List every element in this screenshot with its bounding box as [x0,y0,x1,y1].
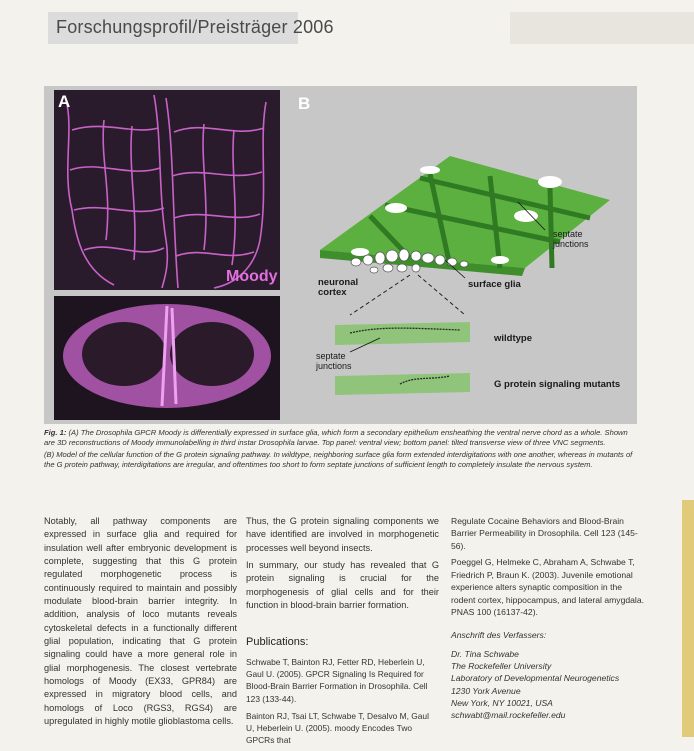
publication-ref-1: Schwabe T, Bainton RJ, Fetter RD, Heberlein U, Gaul U. (2005). GPCR Signaling Is Required for Blood-Brain Barrier Formation in Drosophila. Cell 123 (133-44). [246,657,428,704]
septate-junctions-label-bottom: septate junctions [316,351,352,371]
col3-reference-2: Poeggel G, Helmeke C, Abraham A, Schwabe T, Friedrich P, Braun K. (2003). Juvenile emotional experience alters synaptic composition in the rodent cortex, hippocampus, and lateral amygdala. PNAS 100 (16137-42). [451,557,644,618]
panel-b-label: B [298,94,311,113]
page-edge-strip [682,500,694,737]
address-line-lab: Laboratory of Developmental Neurogenetics [451,673,620,684]
author-address [451,648,619,721]
right-header-tab [510,12,694,44]
publications-list [246,656,439,751]
body-column-1 [44,515,237,733]
figure-caption [44,428,640,472]
wildtype-label: wildtype [494,333,533,344]
col2-paragraph-2: In summary, our study has revealed that G protein signaling is crucial for the morphogenesis of glial cells and for their function in blood-brain barrier formation. [246,560,439,611]
septate-junctions-label-top: septate junctions [553,229,589,249]
caption-part-a: (A) The Drosophila GPCR Moody is differentially expressed in surface glia, which form a secondary epithelium ensheathing the ventral nerve chord as a whole. Shown are 3D reconstructions of Moody immunolabelling in third instar Drosophila larvae. Top panel: ventral view; bottom panel: tilted transverse view of three VNC segments. [44,428,628,448]
surface-glia-label: surface glia [468,279,521,290]
caption-fig-label: Fig. 1: [44,428,67,437]
caption-part-b: (B) Model of the cellular function of the G protein signaling pathway. In wildtype, neighboring surface glia form extended interdigitations with one another, whereas in mutants of the G protein pathway, interdigitations are irregular, and oftentimes too short to form septate junctions of sufficient length to completely insulate the nervous system. [44,449,633,470]
publications-heading: Publications: [246,636,309,648]
publication-ref-2: Bainton RJ, Tsai LT, Schwabe T, Desalvo M, Gaul U, Heberlein U. (2005). moody Encodes Two GPCRs that [246,710,429,746]
address-line-street: 1230 York Avenue [451,685,521,696]
panel-a-bottom-image [54,296,280,420]
neuronal-cortex-label: neuronal cortex [318,277,359,299]
address-line-name: Dr. Tina Schwabe [451,649,519,659]
col3-reference-1: Regulate Cocaine Behaviors and Blood-Brain Barrier Permeability in Drosophila. Cell 123 (145-56). [451,516,638,551]
address-line-city: New York, NY 10021, USA [451,697,553,708]
col1-paragraph: Notably, all pathway components are expressed in surface glia and required for insulation well after embryonic development is complete, suggesting that this G protein regulated morphogenetic process is continuously required to maintain and possibly modulate blood-brain barrier integrity. In addition, analysis of loco mutants reveals cytoskeletal defects in a functionally different glial population, indicating that G protein signaling could have a more general role in glial morphogenesis. The closest vertebrate homologs of Moody (EX33, GPR84) are expressed in migratory blood cells, and homologs of Loco (RGS3, RGS4) are upregulated in highly motile glioblastoma cells. [44,516,237,727]
panel-a-top-image [54,90,280,290]
col2-paragraph-1: Thus, the G protein signaling components we have identified are involved in morphogenetic processes well beyond insects. [246,516,439,553]
body-column-2 [246,515,439,616]
address-heading: Anschrift des Verfassers: [451,630,547,640]
page-title: Forschungsprofil/Preisträger 2006 [56,17,334,37]
mutants-label: G protein signaling mutants [494,379,621,390]
address-line-university: The Rockefeller University [451,661,552,672]
moody-label: Moody [226,268,278,285]
body-column-3 [451,515,646,623]
address-line-email: schwabt@mail.rockefeller.edu [451,710,566,721]
panel-a-label: A [58,92,71,111]
